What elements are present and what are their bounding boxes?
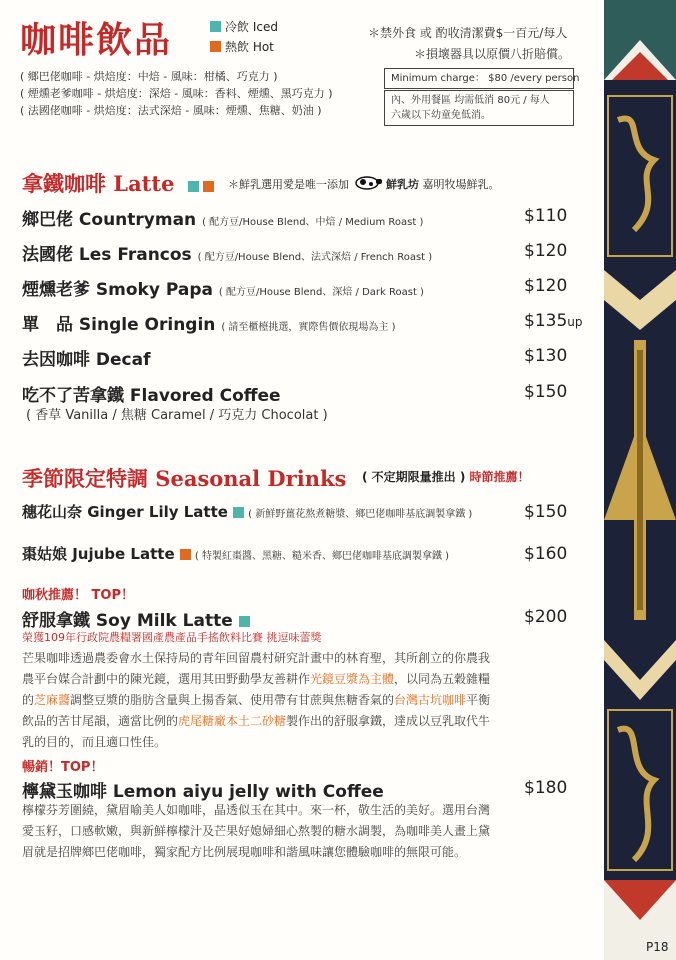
item-price: $150 [524, 502, 568, 522]
decorative-border [604, 0, 676, 960]
item-price: $150 [524, 382, 568, 402]
item-price: $120 [524, 241, 568, 261]
menu-item-jujube [22, 543, 449, 564]
iced-square-icon [239, 616, 250, 627]
desc-text: 平衡飲品的苦甘尾韻，適當比例的 [22, 693, 491, 728]
lemon-tag: 暢銷！TOP！ [22, 760, 104, 775]
hot-square-icon [180, 549, 191, 560]
item-name: 去因咖啡 Decaf [22, 350, 151, 370]
item-price: $160 [524, 544, 568, 564]
menu-item-lemon-aiyu [22, 777, 384, 802]
policy-box [384, 90, 574, 126]
desc-text: 製作出的舒服拿鐵，達成以豆乳取代牛乳的目的，而且適口性佳。 [22, 714, 491, 749]
item-detail: ( 配方豆/House Blend、深焙 / Dark Roast ) [218, 287, 424, 298]
legend-iced [210, 18, 278, 35]
item-price: $130 [524, 346, 568, 366]
lemon-description: 檸檬芬芳圍繞，黛眉喻美人如咖啡，晶透似玉在其中。來一杯，敬生活的美好。選用台灣愛玉籽，口感軟嫩，與新鮮檸檬汁及芒果好媳婦細心熬製的糖水調製，為咖啡美人畫上黛眉就是招牌鄉巴佬咖啡，獨家配方比例展現咖啡和諧風味讓您體驗咖啡的無限可能。 [22, 803, 491, 859]
milk-note [228, 175, 500, 192]
item-name: 法國佬 Les Francos [22, 245, 192, 265]
item-detail: ( 新鮮野薑花熬煮糖漿、鄉巴佬咖啡基底調製拿鐵 ) [248, 509, 473, 520]
desc-text: 芒果咖啡透過農委會水土保持局的青年回留農村研究計畫中的林育聖，其所創立的你農我農平台媒合計劃中的陳光鏡，選用其田野動學友善耕作 [22, 651, 491, 686]
iced-square-icon [233, 507, 244, 518]
item-price-suffix: up [567, 315, 583, 329]
item-name: 吃不了苦拿鐵 Flavored Coffee [22, 386, 281, 406]
note-outside-food: ＊禁外食 或 酌收清潔費$一百元/每人 [368, 26, 568, 40]
milk-note-pre: ＊鮮乳選用愛是唯一添加 [228, 178, 349, 191]
min-charge-box: Minimum charge： $80 /every person [384, 68, 574, 89]
desc-highlight: 芝麻醬 [34, 693, 71, 707]
roast-info-2: ( 煙燻老爹咖啡 - 烘焙度：深焙 - 風味：香料、煙燻、黑巧克力 ) [20, 87, 333, 100]
item-detail: ( 請至櫃檯挑選，實際售價依現場為主 ) [221, 322, 396, 333]
roast-info-1: ( 鄉巴佬咖啡 - 烘焙度：中焙 - 風味：柑橘、巧克力 ) [20, 70, 278, 83]
seasonal-note [362, 468, 530, 485]
recommend-note: 時節推薦！ [469, 470, 530, 484]
menu-item-ginger-lily [22, 501, 472, 522]
item-name: 穗花山奈 Ginger Lily Latte [22, 503, 228, 521]
menu-item-countryman [22, 205, 423, 230]
flavor-options: ( 香草 Vanilla / 焦糖 Caramel / 巧克力 Chocolat ) [26, 408, 328, 423]
note-damage: ＊損壞器具以原價八折賠償。 [414, 47, 571, 61]
menu-item-les-francos [22, 240, 432, 265]
item-price-value: $135 [524, 311, 568, 331]
legend-hot [210, 38, 274, 55]
item-price: $120 [524, 276, 568, 296]
latte-title-text: 拿鐵咖啡 Latte [22, 171, 175, 196]
limited-note: ( 不定期限量推出 ) [362, 470, 466, 484]
menu-item-decaf [22, 345, 151, 370]
legend-hot-label: 熱飲 Hot [225, 40, 274, 54]
milk-note-post: 嘉明牧場鮮乳。 [422, 178, 500, 191]
cow-logo-icon [353, 175, 383, 191]
item-name: 煙燻老爹 Smoky Papa [22, 280, 213, 300]
menu-item-soy-latte [22, 606, 254, 631]
item-price [524, 311, 583, 331]
item-price: $180 [524, 778, 568, 798]
item-detail: ( 特製紅棗醬、黑糖、糙米香、鄉巴佬咖啡基底調製拿鐵 ) [194, 551, 450, 562]
item-name: 鄉巴佬 Countryman [22, 210, 197, 230]
menu-item-flavored-coffee [22, 381, 281, 406]
item-detail: ( 配方豆/House Blend、中焙 / Medium Roast ) [202, 217, 424, 228]
desc-text: ，以同為五穀雜糧的 [22, 672, 491, 707]
award-note: 榮獲109年行政院農糧署國產農產品手搖飲料比賽 挑逗味蕾獎 [22, 631, 322, 644]
iced-square-icon [188, 181, 199, 192]
menu-item-smoky-papa [22, 275, 424, 300]
brand-name: 鮮乳坊 [386, 178, 419, 191]
item-price: $200 [524, 607, 568, 627]
desc-highlight: 台灣古坑咖啡 [394, 693, 467, 707]
menu-item-single-origin [22, 310, 396, 335]
item-name: 單 品 Single Oringin [22, 315, 216, 335]
seasonal-section-title: 季節限定特調 Seasonal Drinks [22, 466, 347, 491]
item-name: 檸黛玉咖啡 Lemon aiyu jelly with Coffee [22, 782, 384, 802]
page-title: 咖啡飲品 [20, 20, 173, 61]
item-name: 棗姑娘 Jujube Latte [22, 545, 175, 563]
policy-line-1: 內、外用餐區 均需低消 80元 / 每人 [391, 95, 550, 106]
hot-square-icon [203, 181, 214, 192]
item-detail: ( 配方豆/House Blend、法式深焙 / French Roast ) [197, 252, 433, 263]
latte-section-title [22, 168, 218, 198]
legend-iced-label: 冷飲 Iced [225, 20, 278, 34]
iced-square-icon [210, 21, 221, 32]
desc-highlight: 光鏡豆漿為主體 [310, 672, 395, 686]
desc-text: 調整豆漿的脂肪含量與上揚香氣、使用帶有甘蔗與焦糖香氣的 [70, 693, 395, 707]
roast-info-3: ( 法國佬咖啡 - 烘焙度：法式深焙 - 風味：煙燻、焦糖、奶油 ) [20, 104, 322, 117]
desc-highlight: 虎尾糖廠本土二砂糖 [178, 714, 287, 728]
item-price: $110 [524, 206, 568, 226]
policy-line-2: 六歲以下幼童免低消。 [391, 110, 491, 121]
page-number: P18 [646, 940, 669, 954]
soy-description [22, 648, 492, 753]
soy-tag: 咖秋推薦！ TOP！ [22, 588, 134, 603]
item-name: 舒服拿鐵 Soy Milk Latte [22, 611, 233, 631]
hot-square-icon [210, 41, 221, 52]
